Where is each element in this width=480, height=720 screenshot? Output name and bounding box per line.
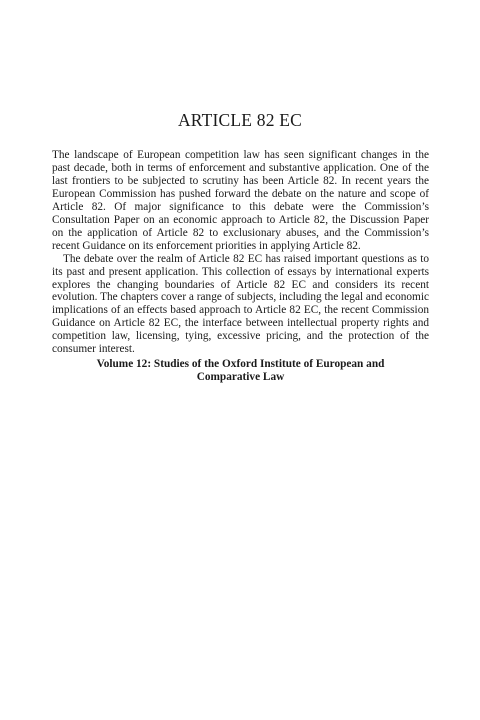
series-line-1: Volume 12: Studies of the Oxford Institute of European and [96,358,385,370]
series-note [52,358,429,384]
paragraph-debate: The debate over the realm of Article 82 EC has raised important questions as to its past and present application. This collection of essays by international experts explores the changing boundaries of Article 82 EC and considers its recent evolution. The chapters cover a range of subjects, including the legal and economic implications of an effects based approach to Article 82 EC, the recent Commission Guidance on Article 82 EC, the interface between intellectual property rights and competition law, licensing, tying, excessive pricing, and the protection of the consumer interest. [52,252,429,356]
description-body [52,149,429,356]
paragraph-intro: The landscape of European competition law has seen significant changes in the past decade, both in terms of enforcement and substantive application. One of the last frontiers to be subjected to scrutiny has been Article 82. In recent years the European Commission has pushed forward the debate on the nature and scope of Article 82. Of major significance to this debate were the Commission’s Consultation Paper on an economic approach to Article 82, the Discussion Paper on the application of Article 82 to exclusionary abuses, and the Commission’s recent Guidance on its enforcement priorities in applying Article 82. [52,149,429,252]
page-title: ARTICLE 82 EC [177,110,303,130]
series-line-2: Comparative Law [196,371,285,383]
